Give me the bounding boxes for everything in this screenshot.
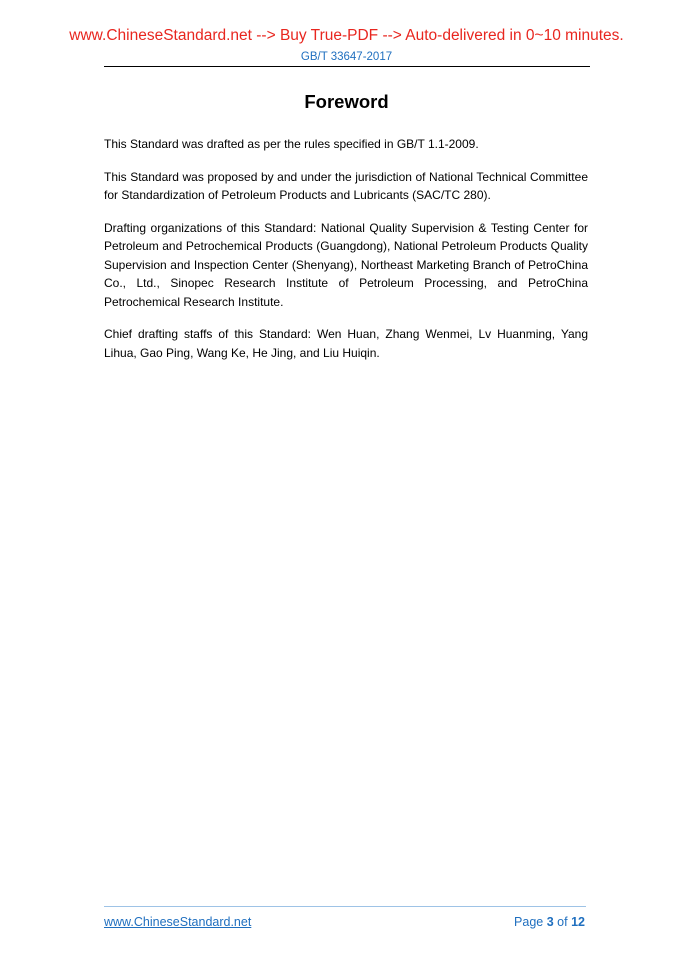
- page-title: Foreword: [304, 91, 389, 112]
- paragraph-drafting-organizations: Drafting organizations of this Standard: National Quality Supervision & Testing Center for Petroleum and Petrochemical Products (Guangdong), National Petroleum Products Quality Supervision and Inspection Center (Shenyang), Northeast Marketing Branch of PetroChina Co., Ltd., Sinopec Research Institute of Petroleum Processing, and PetroChina Petrochemical Research Institute.: [104, 220, 588, 309]
- top-banner[interactable]: www.ChineseStandard.net --> Buy True-PDF --> Auto-delivered in 0~10 minutes.: [69, 27, 624, 44]
- page-current: 3: [546, 915, 554, 929]
- header-divider: [104, 66, 590, 67]
- standard-code: GB/T 33647-2017: [300, 51, 393, 63]
- paragraph-drafting-rules: This Standard was drafted as per the rules specified in GB/T 1.1-2009.: [104, 137, 479, 151]
- document-body: [104, 135, 588, 376]
- paragraph-proposed-by: This Standard was proposed by and under the jurisdiction of National Technical Committee for Standardization of Petroleum Products and Lubricants (SAC/TC 280).: [104, 169, 588, 202]
- footer-divider: [104, 906, 586, 907]
- paragraph-chief-drafting-staffs: Chief drafting staffs of this Standard: Wen Huan, Zhang Wenmei, Lv Huanming, Yang Lihua, Gao Ping, Wang Ke, He Jing, and Liu Huiqin.: [104, 327, 588, 360]
- page-label: Page: [514, 915, 544, 929]
- page-of: of: [557, 915, 568, 929]
- footer-website-link[interactable]: www.ChineseStandard.net: [104, 915, 252, 929]
- page-total: 12: [571, 915, 585, 929]
- page-number: [514, 915, 585, 929]
